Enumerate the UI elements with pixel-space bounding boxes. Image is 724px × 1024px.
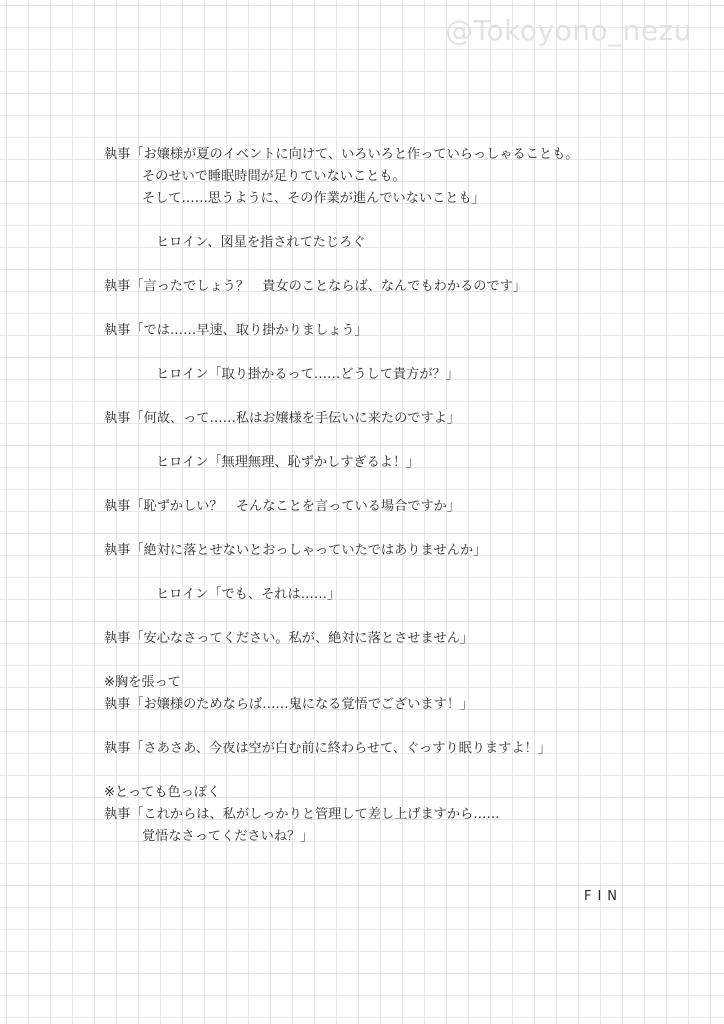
script-body — [104, 144, 694, 848]
blank-line — [104, 386, 694, 408]
blank-line — [104, 210, 694, 232]
continuation-line: そして……思うように、その作業が進んでいないことも」 — [142, 191, 485, 206]
continuation-line: 覚悟なさってくださいね？」 — [142, 829, 314, 844]
stage-direction: ※とっても色っぽく — [104, 785, 221, 800]
heroine-line: ヒロイン、図星を指されてたじろぐ — [156, 235, 366, 250]
speech-line: 執事「言ったでしょう？ 貴女のことならば、なんでもわかるのです」 — [104, 279, 526, 294]
blank-line — [104, 298, 694, 320]
blank-line — [104, 430, 694, 452]
speech-line: 執事「お嬢様のためならば……鬼になる覚悟でございます！」 — [104, 697, 474, 712]
blank-line — [104, 650, 694, 672]
continuation-line: そのせいで睡眠時間が足りていないことも。 — [142, 169, 406, 184]
blank-line — [104, 254, 694, 276]
speech-line: 執事「お嬢様が夏のイベントに向けて、いろいろと作っていらっしゃることも。 — [104, 147, 579, 162]
speech-line: 執事「さあさあ、今夜は空が白む前に終わらせて、ぐっすり眠りますよ！」 — [104, 741, 551, 756]
blank-line — [104, 518, 694, 540]
heroine-line: ヒロイン「でも、それは……」 — [156, 587, 341, 602]
speech-line: 執事「安心なさってください。私が、絶対に落とさせません」 — [104, 631, 474, 646]
speech-line: 執事「これからは、私がしっかりと管理して差し上げますから…… — [104, 807, 500, 822]
blank-line — [104, 606, 694, 628]
blank-line — [104, 342, 694, 364]
heroine-line: ヒロイン「取り掛かるって……どうして貴方が？」 — [156, 367, 459, 382]
watermark-handle: @Tokoyono_nezu — [445, 14, 692, 47]
speech-line: 執事「何故、って……私はお嬢様を手伝いに来たのですよ」 — [104, 411, 461, 426]
blank-line — [104, 474, 694, 496]
end-mark: FIN — [584, 889, 624, 904]
speech-line: 執事「恥ずかしい？ そんなことを言っている場合ですか」 — [104, 499, 461, 514]
heroine-line: ヒロイン「無理無理、恥ずかしすぎるよ！」 — [156, 455, 420, 470]
speech-line: 執事「では……早速、取り掛かりましょう」 — [104, 323, 368, 338]
blank-line — [104, 760, 694, 782]
stage-direction: ※胸を張って — [104, 675, 181, 690]
blank-line — [104, 716, 694, 738]
speech-line: 執事「絶対に落とせないとおっしゃっていたではありませんか」 — [104, 543, 487, 558]
blank-line — [104, 562, 694, 584]
